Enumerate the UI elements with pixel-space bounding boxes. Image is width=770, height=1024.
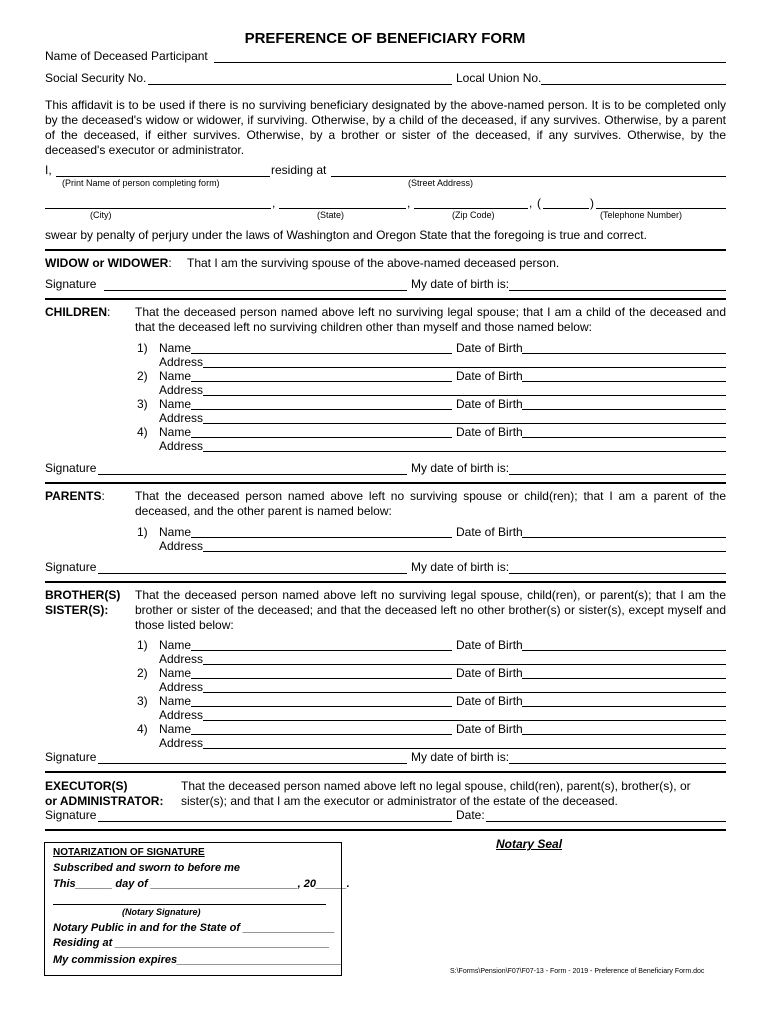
notarization-heading: NOTARIZATION OF SIGNATURE	[53, 847, 205, 858]
area-code-field[interactable]	[543, 208, 589, 209]
divider	[45, 298, 726, 300]
residing-at-text[interactable]: Residing at ___________________________________	[53, 937, 330, 949]
date-of-birth-label: Date of Birth	[456, 369, 523, 383]
i-label: I,	[45, 163, 52, 177]
divider	[45, 829, 726, 831]
parent-address-field[interactable]	[203, 551, 726, 552]
address-label: Address	[159, 539, 204, 553]
item-number: 1)	[137, 341, 148, 355]
siblings-dob-field[interactable]	[509, 763, 726, 764]
parents-heading: PARENTS:	[45, 489, 105, 503]
zip-comma: ,	[529, 196, 533, 210]
item-number: 1)	[137, 525, 148, 539]
item-number: 1)	[137, 638, 148, 652]
commission-expires-text[interactable]: My commission expires___________________________	[53, 954, 343, 966]
address-label: Address	[159, 708, 204, 722]
address-label: Address	[159, 736, 204, 750]
signature-label: Signature	[45, 750, 97, 764]
child-1-dob-field[interactable]	[522, 353, 726, 354]
child-2-dob-field[interactable]	[522, 381, 726, 382]
widow-heading: WIDOW or WIDOWER:	[45, 256, 172, 270]
divider	[45, 581, 726, 583]
divider	[45, 249, 726, 251]
child-3-name-field[interactable]	[191, 409, 452, 410]
child-1-name-field[interactable]	[191, 353, 452, 354]
item-number: 3)	[137, 397, 148, 411]
sibling-4-name-field[interactable]	[191, 734, 452, 735]
siblings-text: That the deceased person named above left no surviving legal spouse, child(ren), or parent(s); that I am the brother or sister of the deceased; and that the deceased left no other brother(s) or sister(s), except myself and those listed below:	[135, 588, 726, 632]
name-label: Name	[159, 694, 192, 708]
date-label: Date:	[456, 808, 485, 822]
zip-field[interactable]	[414, 208, 528, 209]
date-of-birth-label: Date of Birth	[456, 425, 523, 439]
dob-label: My date of birth is:	[411, 277, 510, 291]
executor-text: That the deceased person named above left no legal spouse, child(ren), parent(s), brother(s), or sister(s); and that I am the executor or administrator of the estate of the deceased.	[181, 779, 691, 808]
phone-paren-open: (	[537, 196, 541, 210]
name-label: Name	[159, 369, 192, 383]
print-name-caption: (Print Name of person completing form)	[62, 178, 220, 188]
parent-dob-field[interactable]	[522, 537, 726, 538]
widow-dob-field[interactable]	[509, 290, 726, 291]
phone-field[interactable]	[596, 208, 726, 209]
address-label: Address	[159, 383, 204, 397]
local-union-field[interactable]	[541, 84, 726, 85]
city-field[interactable]	[45, 208, 271, 209]
date-of-birth-label: Date of Birth	[456, 694, 523, 708]
state-field[interactable]	[279, 208, 406, 209]
name-label: Name	[159, 341, 192, 355]
divider	[45, 482, 726, 484]
divider	[45, 771, 726, 773]
name-label: Name	[159, 722, 192, 736]
executor-heading-2: or ADMINISTRATOR:	[45, 794, 164, 808]
sibling-3-name-field[interactable]	[191, 706, 452, 707]
child-3-address-field[interactable]	[203, 423, 726, 424]
child-2-name-field[interactable]	[191, 381, 452, 382]
child-4-name-field[interactable]	[191, 437, 452, 438]
signature-label: Signature	[45, 461, 97, 475]
notary-signature-field[interactable]	[53, 904, 326, 905]
item-number: 4)	[137, 425, 148, 439]
sibling-3-dob-field[interactable]	[522, 706, 726, 707]
date-of-birth-label: Date of Birth	[456, 397, 523, 411]
subscribed-text: Subscribed and sworn to before me	[53, 862, 241, 874]
children-signature-field[interactable]	[98, 474, 407, 475]
siblings-heading-2: SISTER(S):	[45, 603, 109, 617]
child-3-dob-field[interactable]	[522, 409, 726, 410]
siblings-signature-field[interactable]	[98, 763, 407, 764]
state-caption: (State)	[317, 210, 345, 220]
ssn-field[interactable]	[148, 84, 452, 85]
residing-label: residing at	[271, 163, 327, 177]
siblings-heading-1: BROTHER(S)	[45, 588, 121, 602]
city-caption: (City)	[90, 210, 112, 220]
name-label: Name	[159, 525, 192, 539]
dob-label: My date of birth is:	[411, 461, 510, 475]
children-text: That the deceased person named above left no surviving legal spouse; that I am a child of the deceased and that the deceased left no surviving children other than myself and those named below:	[135, 305, 726, 334]
parents-text: That the deceased person named above left no surviving spouse or child(ren); that I am a parent of the deceased, and the other parent is named below:	[135, 489, 726, 518]
address-label: Address	[159, 355, 204, 369]
address-label: Address	[159, 652, 204, 666]
sibling-2-address-field[interactable]	[203, 692, 726, 693]
widow-text: That I am the surviving spouse of the above-named deceased person.	[187, 256, 560, 270]
street-address-field[interactable]	[331, 176, 726, 177]
deceased-name-field[interactable]	[214, 62, 726, 63]
notary-signature-caption: (Notary Signature)	[122, 907, 201, 917]
children-heading: CHILDREN:	[45, 305, 111, 319]
phone-caption: (Telephone Number)	[600, 210, 683, 220]
signature-label: Signature	[45, 560, 97, 574]
children-dob-field[interactable]	[509, 474, 726, 475]
state-comma: ,	[407, 196, 411, 210]
date-of-birth-label: Date of Birth	[456, 666, 523, 680]
zip-caption: (Zip Code)	[452, 210, 495, 220]
child-4-dob-field[interactable]	[522, 437, 726, 438]
notary-seal-label: Notary Seal	[496, 837, 563, 851]
sibling-1-dob-field[interactable]	[522, 650, 726, 651]
parent-name-field[interactable]	[191, 537, 452, 538]
footer-path: S:\Forms\Pension\F07\F07-13 - Form - 2019 - Preference of Beneficiary Form.doc	[450, 968, 705, 975]
name-label: Name	[159, 425, 192, 439]
date-of-birth-label: Date of Birth	[456, 722, 523, 736]
city-comma: ,	[272, 196, 276, 210]
signature-label: Signature	[45, 808, 97, 822]
print-name-field[interactable]	[56, 176, 270, 177]
sibling-4-dob-field[interactable]	[522, 734, 726, 735]
swear-statement: swear by penalty of perjury under the laws of Washington and Oregon State that the foregoing is true and correct.	[45, 228, 647, 242]
item-number: 3)	[137, 694, 148, 708]
local-union-label: Local Union No.	[456, 71, 542, 85]
address-label: Address	[159, 411, 204, 425]
this-day-text[interactable]: This______ day of ________________________, 20_____.	[53, 878, 350, 890]
phone-paren-close: )	[590, 196, 594, 210]
date-of-birth-label: Date of Birth	[456, 638, 523, 652]
child-1-address-field[interactable]	[203, 367, 726, 368]
sibling-2-name-field[interactable]	[191, 678, 452, 679]
child-4-address-field[interactable]	[203, 451, 726, 452]
dob-label: My date of birth is:	[411, 560, 510, 574]
notary-public-text[interactable]: Notary Public in and for the State of _______________	[53, 922, 335, 934]
parents-signature-field[interactable]	[98, 573, 407, 574]
deceased-name-label: Name of Deceased Participant	[45, 49, 208, 63]
street-caption: (Street Address)	[408, 178, 474, 188]
intro-paragraph: This affidavit is to be used if there is no surviving beneficiary designated by the above-named person. It is to be completed only by the deceased's widow or widower, if surviving. Otherwise, by a child of the deceased, if any survives. Otherwise, by a parent of the deceased, if either survives. Otherwise, by a brother or sister of the deceased, if any survives. Otherwise, by the deceased's executor or administrator.	[45, 98, 726, 157]
signature-label: Signature	[45, 277, 97, 291]
date-of-birth-label: Date of Birth	[456, 341, 523, 355]
item-number: 4)	[137, 722, 148, 736]
item-number: 2)	[137, 369, 148, 383]
name-label: Name	[159, 397, 192, 411]
sibling-1-address-field[interactable]	[203, 664, 726, 665]
ssn-label: Social Security No.	[45, 71, 147, 85]
sibling-1-name-field[interactable]	[191, 650, 452, 651]
name-label: Name	[159, 666, 192, 680]
page-title: PREFERENCE OF BENEFICIARY FORM	[244, 30, 526, 47]
child-2-address-field[interactable]	[203, 395, 726, 396]
address-label: Address	[159, 439, 204, 453]
sibling-3-address-field[interactable]	[203, 720, 726, 721]
item-number: 2)	[137, 666, 148, 680]
executor-date-field[interactable]	[486, 821, 726, 822]
address-label: Address	[159, 680, 204, 694]
sibling-4-address-field[interactable]	[203, 748, 726, 749]
dob-label: My date of birth is:	[411, 750, 510, 764]
date-of-birth-label: Date of Birth	[456, 525, 523, 539]
widow-signature-field[interactable]	[104, 290, 407, 291]
parents-dob-field[interactable]	[509, 573, 726, 574]
executor-signature-field[interactable]	[98, 821, 452, 822]
executor-heading-1: EXECUTOR(S)	[45, 779, 128, 793]
sibling-2-dob-field[interactable]	[522, 678, 726, 679]
name-label: Name	[159, 638, 192, 652]
